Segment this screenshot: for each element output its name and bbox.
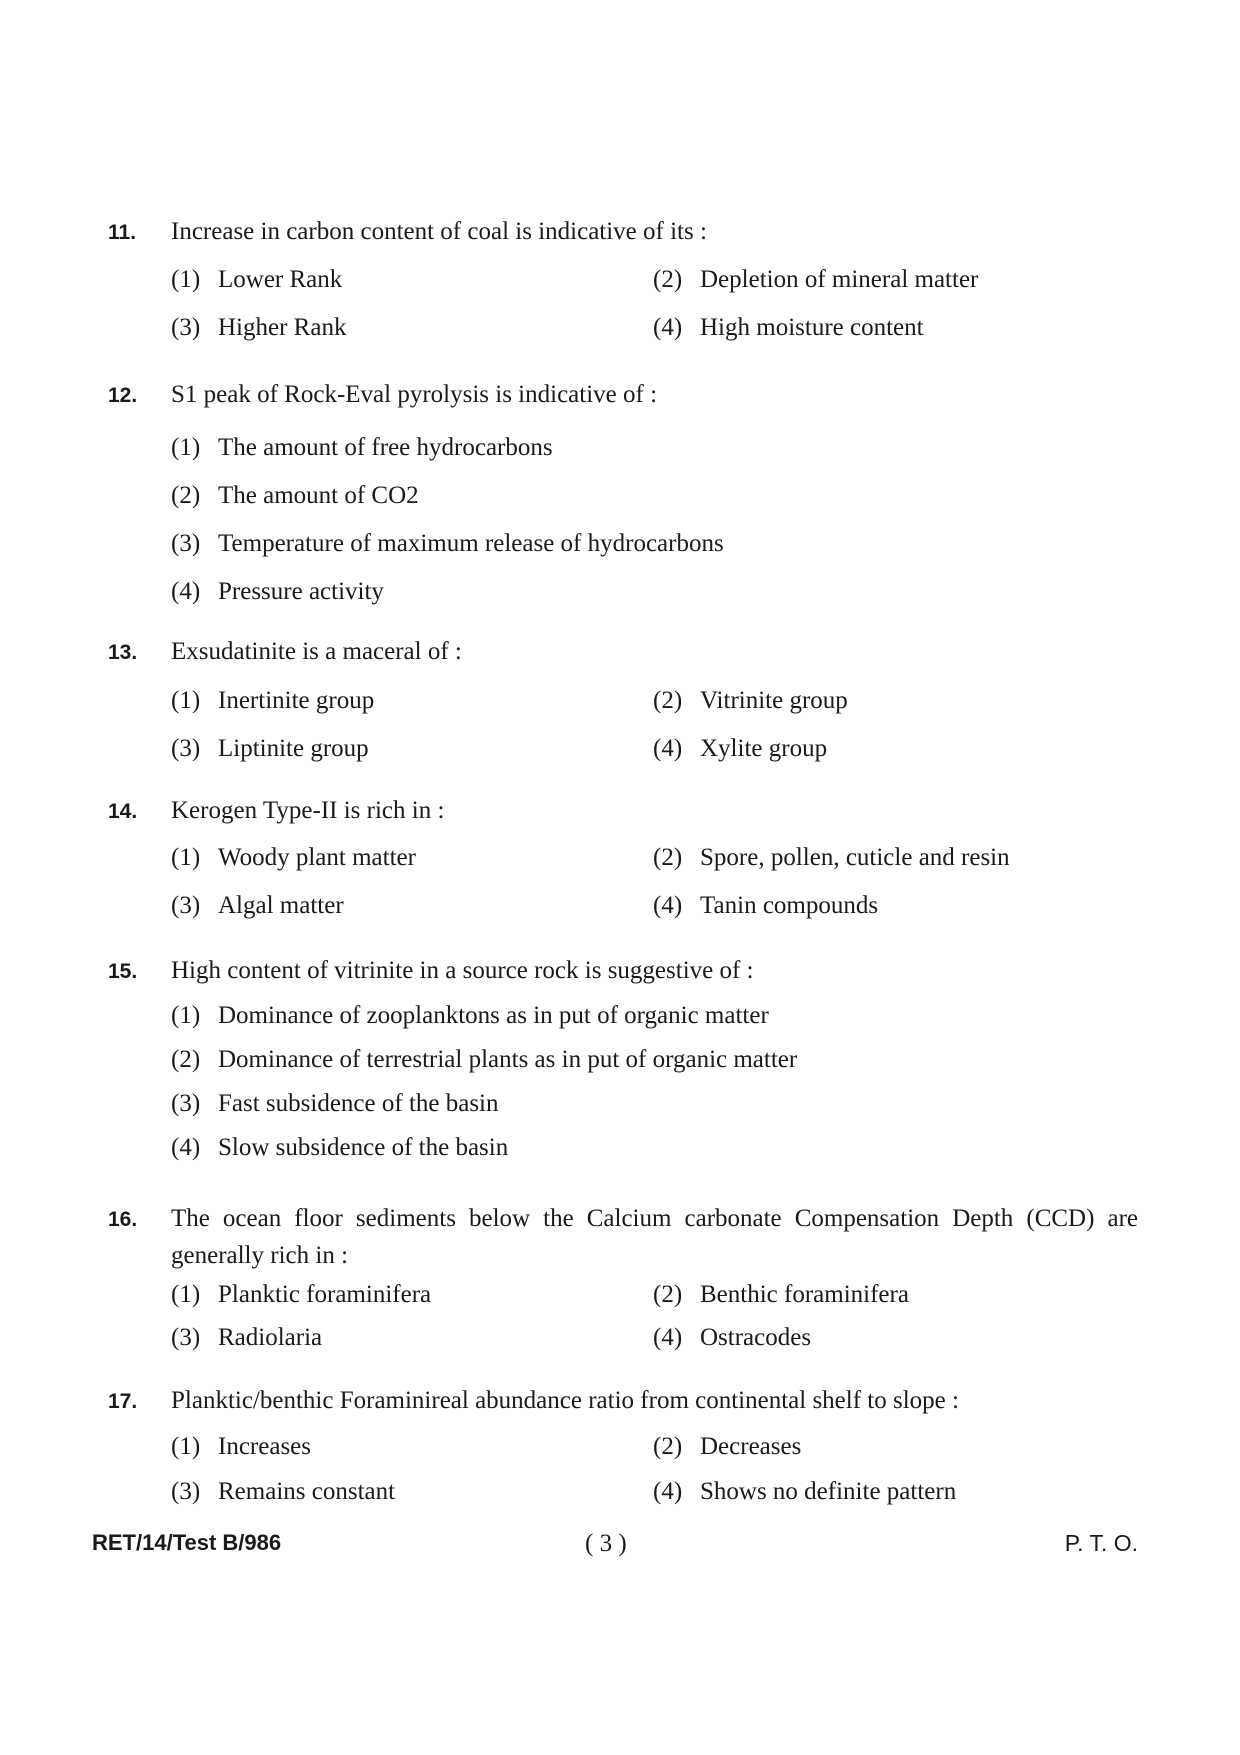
- option-text: Liptinite group: [218, 735, 369, 762]
- option-text: Temperature of maximum release of hydrocarbons: [218, 530, 724, 557]
- page-number: ( 3 ): [585, 1530, 627, 1557]
- option-1: [171, 1428, 653, 1465]
- option-3: [171, 1319, 653, 1356]
- option-text: Lower Rank: [218, 266, 343, 293]
- option-number: (1): [171, 266, 201, 293]
- question-15: [108, 952, 1138, 1170]
- option-4: [653, 730, 1135, 767]
- option-number: (3): [171, 1324, 201, 1351]
- option-text: Decreases: [700, 1433, 802, 1460]
- option-3: [171, 730, 653, 767]
- option-number: (1): [171, 844, 201, 871]
- option-4: [171, 568, 1138, 616]
- options: [171, 1276, 1138, 1356]
- question-16: [108, 1200, 1138, 1356]
- option-number: (4): [171, 1134, 201, 1161]
- option-number: (1): [171, 1002, 201, 1029]
- question-stem: [108, 952, 1138, 990]
- option-text: High moisture content: [700, 314, 924, 341]
- option-text: Higher Rank: [218, 314, 347, 341]
- option-number: (2): [653, 1433, 683, 1460]
- page-footer: [92, 1530, 1138, 1566]
- option-2: [653, 261, 1135, 298]
- option-1: [171, 261, 653, 298]
- question-text: S1 peak of Rock-Eval pyrolysis is indicative of :: [171, 381, 658, 408]
- option-4: [653, 1319, 1135, 1356]
- question-number: 17.: [108, 1390, 138, 1413]
- option-2: [171, 472, 1138, 520]
- question-stem: [108, 792, 1138, 830]
- option-text: Depletion of mineral matter: [700, 266, 979, 293]
- option-2: [653, 1428, 1135, 1465]
- option-3: [171, 309, 653, 346]
- question-12: [108, 376, 1138, 616]
- question-14: [108, 792, 1138, 924]
- question-text: Increase in carbon content of coal is indicative of its :: [171, 218, 707, 245]
- option-text: Tanin compounds: [700, 892, 879, 919]
- option-number: (2): [653, 1281, 683, 1308]
- question-17: [108, 1382, 1138, 1510]
- option-text: Xylite group: [700, 735, 828, 762]
- option-text: Dominance of terrestrial plants as in put of organic matter: [218, 1046, 798, 1073]
- option-text: Fast subsidence of the basin: [218, 1090, 499, 1117]
- option-text: Slow subsidence of the basin: [218, 1134, 509, 1161]
- option-number: (4): [653, 314, 683, 341]
- option-text: The amount of free hydrocarbons: [218, 434, 553, 461]
- options: [171, 682, 1138, 767]
- option-3: [171, 1473, 653, 1510]
- question-number: 11.: [108, 221, 137, 244]
- option-number: (2): [653, 266, 683, 293]
- option-text: Algal matter: [218, 892, 344, 919]
- option-2: [653, 682, 1135, 719]
- option-number: (4): [653, 1478, 683, 1505]
- question-number: 13.: [108, 641, 138, 664]
- question-number: 15.: [108, 960, 138, 983]
- option-1: [171, 424, 1138, 472]
- option-number: (3): [171, 314, 201, 341]
- option-number: (4): [171, 578, 201, 605]
- option-text: The amount of CO2: [218, 482, 419, 509]
- option-1: [171, 682, 653, 719]
- option-number: (1): [171, 687, 201, 714]
- question-stem: [108, 1200, 1138, 1274]
- option-text: Radiolaria: [218, 1324, 323, 1351]
- question-number: 14.: [108, 800, 138, 823]
- option-text: Ostracodes: [700, 1324, 812, 1351]
- question-stem: [108, 376, 1138, 414]
- option-text: Inertinite group: [218, 687, 375, 714]
- option-number: (4): [653, 735, 683, 762]
- option-number: (3): [171, 1090, 201, 1117]
- option-text: Benthic foraminifera: [700, 1281, 909, 1308]
- options: [171, 424, 1138, 616]
- option-number: (4): [653, 1324, 683, 1351]
- option-number: (2): [171, 1046, 201, 1073]
- option-4: [653, 309, 1135, 346]
- options: [171, 994, 1138, 1170]
- option-number: (3): [171, 892, 201, 919]
- question-13: [108, 633, 1138, 767]
- option-number: (3): [171, 530, 201, 557]
- question-stem: [108, 1382, 1138, 1420]
- option-3: [171, 887, 653, 924]
- question-text: Exsudatinite is a maceral of :: [171, 638, 462, 665]
- option-4: [171, 1126, 1138, 1170]
- option-text: Increases: [218, 1433, 311, 1460]
- option-4: [653, 887, 1135, 924]
- question-text: Planktic/benthic Foraminireal abundance ratio from continental shelf to slope :: [171, 1387, 959, 1414]
- options: [171, 1428, 1138, 1510]
- option-text: Woody plant matter: [218, 844, 416, 871]
- option-text: Spore, pollen, cuticle and resin: [700, 844, 1010, 871]
- option-number: (1): [171, 434, 201, 461]
- option-number: (2): [653, 687, 683, 714]
- option-1: [171, 994, 1138, 1038]
- option-3: [171, 1082, 1138, 1126]
- question-number: 12.: [108, 384, 138, 407]
- options: [171, 261, 1138, 346]
- option-1: [171, 1276, 653, 1313]
- option-number: (2): [171, 482, 201, 509]
- paper-code: RET/14/Test B/986: [92, 1530, 282, 1555]
- question-text: Kerogen Type-II is rich in :: [171, 797, 445, 824]
- option-number: (4): [653, 892, 683, 919]
- question-text: The ocean floor sediments below the Calcium carbonate Compensation Depth (CCD) are generally rich in :: [171, 1205, 1138, 1269]
- question-number: 16.: [108, 1208, 138, 1231]
- option-2: [653, 1276, 1135, 1313]
- option-text: Pressure activity: [218, 578, 384, 605]
- option-number: (3): [171, 1478, 201, 1505]
- option-text: Shows no definite pattern: [700, 1478, 957, 1505]
- question-stem: [108, 213, 1138, 251]
- option-number: (2): [653, 844, 683, 871]
- option-3: [171, 520, 1138, 568]
- option-1: [171, 839, 653, 876]
- option-text: Dominance of zooplanktons as in put of organic matter: [218, 1002, 769, 1029]
- option-text: Planktic foraminifera: [218, 1281, 432, 1308]
- options: [171, 839, 1138, 924]
- option-number: (3): [171, 735, 201, 762]
- please-turn-over: P. T. O.: [1064, 1530, 1138, 1556]
- option-number: (1): [171, 1433, 201, 1460]
- option-text: Remains constant: [218, 1478, 396, 1505]
- option-2: [653, 839, 1135, 876]
- option-text: Vitrinite group: [700, 687, 848, 714]
- question-11: [108, 213, 1138, 346]
- option-2: [171, 1038, 1138, 1082]
- option-4: [653, 1473, 1135, 1510]
- question-stem: [108, 633, 1138, 671]
- question-text: High content of vitrinite in a source rock is suggestive of :: [171, 957, 754, 984]
- option-number: (1): [171, 1281, 201, 1308]
